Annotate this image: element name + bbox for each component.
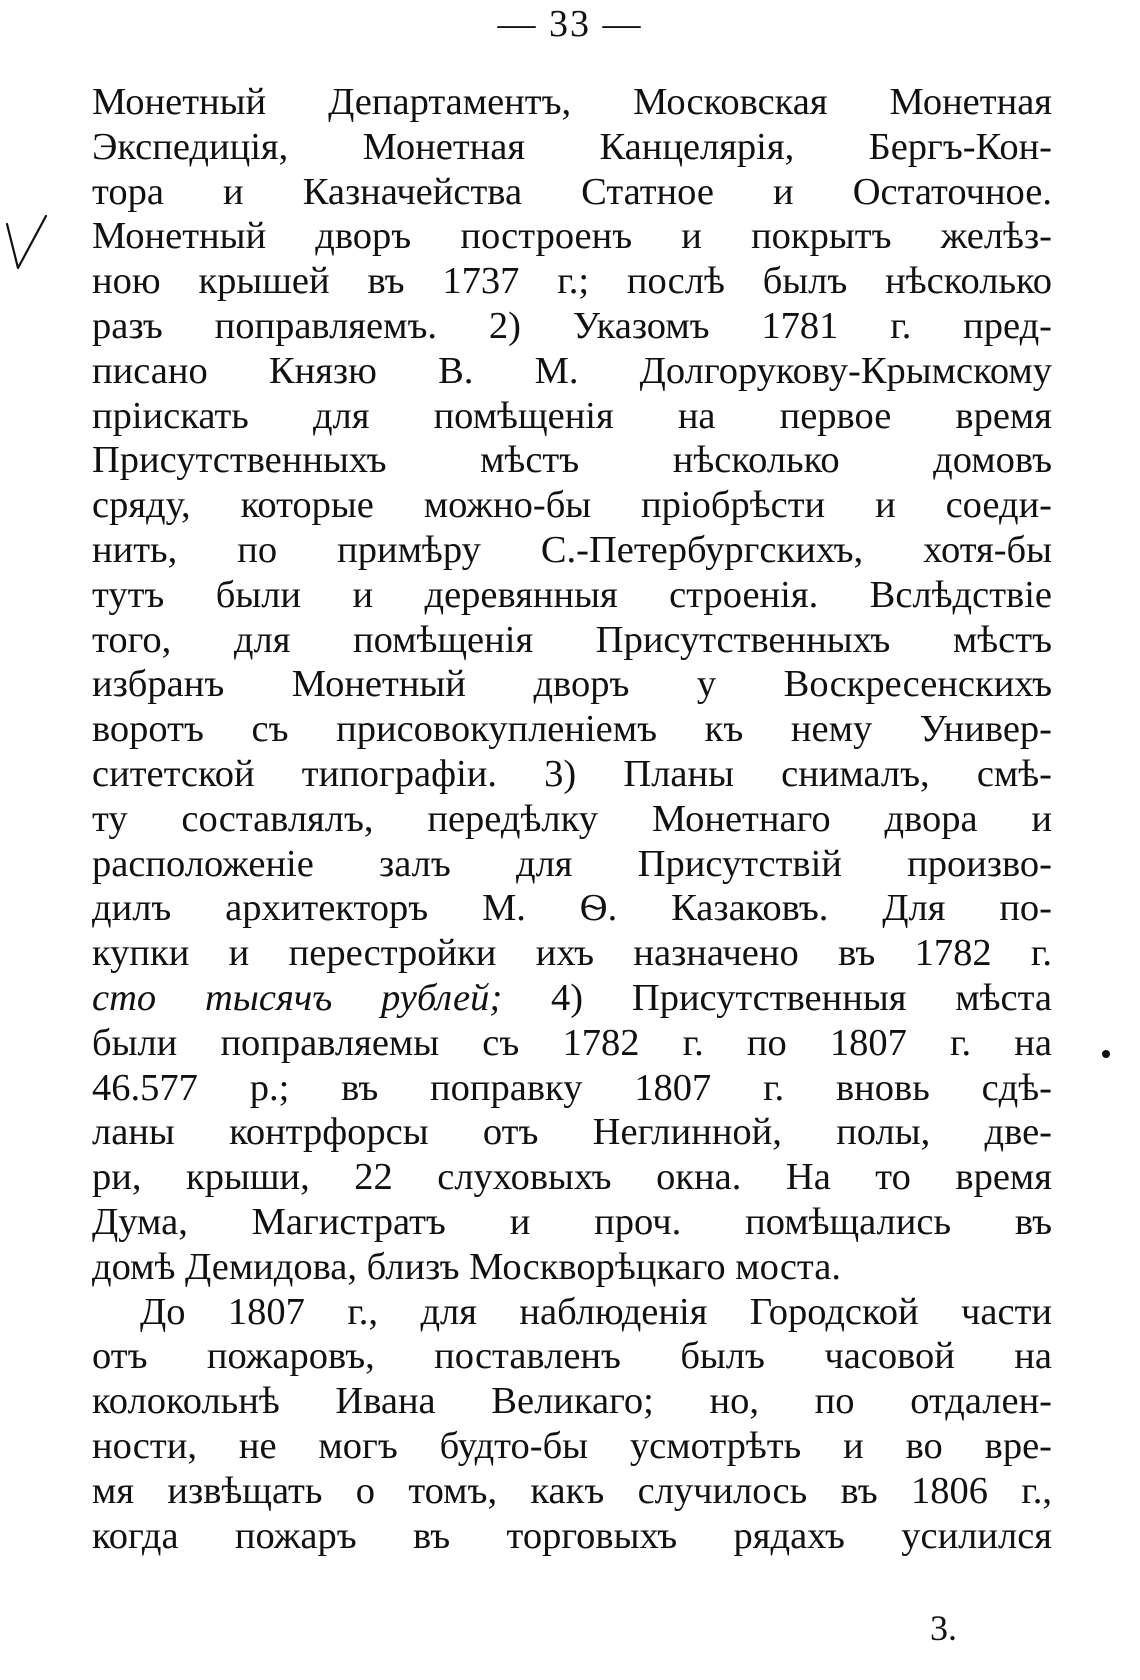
text-line: писано Князю В. М. Долгорукову-Крымскому [92,349,1052,392]
text-line: До 1807 г., для наблюденія Городской части [140,1290,1052,1333]
text-line-mixed [92,976,1052,1021]
text-line: тора и Казначейства Статное и Остаточное. [92,170,1052,213]
text-line: того, для помѣщенія Присутственныхъ мѣстъ [92,618,1052,661]
check-mark-icon [4,214,48,270]
text-line: ною крышей въ 1737 г.; послѣ былъ нѣсколько [92,260,1052,303]
italic-phrase: сто тысячъ рублей; [92,976,503,1019]
text-line: Дума, Магистратъ и проч. помѣщались въ [92,1200,1052,1243]
text-line: тутъ были и деревянныя строенія. Вслѣдствіе [92,573,1052,616]
body-text [92,80,1052,1558]
text-line: ситетской типографіи. 3) Планы снималъ, смѣ- [92,752,1052,795]
text-line: ту составлялъ, передѣлку Монетнаго двора и [92,797,1052,840]
page-number: — 33 — [497,3,643,45]
text-line: Присутственныхъ мѣстъ нѣсколько домовъ [92,439,1052,482]
text-line: пріискать для помѣщенія на первое время [92,394,1052,437]
text-line: отъ пожаровъ, поставленъ былъ часовой на [92,1335,1052,1378]
text-line: нить, по примѣру С.-Петербургскихъ, хотя-бы [92,528,1052,571]
text-line: когда пожаръ въ торговыхъ рядахъ усилился [92,1514,1052,1557]
text-line: Монетный дворъ построенъ и покрытъ желѣз- [92,215,1052,258]
dot-icon [1102,1050,1110,1058]
text-line: купки и перестройки ихъ назначено въ 1782 г. [92,932,1052,975]
text-line: домѣ Демидова, близъ Москворѣцкаго моста. [92,1245,841,1288]
text-line: разъ поправляемъ. 2) Указомъ 1781 г. пред- [92,304,1052,347]
text-segment: 4) Присутственныя мѣста [502,976,1052,1019]
signature-mark: 3. [930,1608,957,1648]
text-line: Монетный Департаментъ, Московская Монетная [92,81,1052,123]
text-line: колокольнѣ Ивана Великаго; но, по отдален- [92,1380,1052,1423]
text-line: ланы контрфорсы отъ Неглинной, полы, две- [92,1111,1052,1154]
text-line: избранъ Монетный дворъ у Воскресенскихъ [92,663,1052,706]
text-line: были поправляемы съ 1782 г. по 1807 г. на [92,1021,1052,1064]
text-line: расположеніе залъ для Присутствій произво- [92,842,1052,885]
text-line: ри, крыши, 22 слуховыхъ окна. На то время [92,1156,1052,1199]
text-line: сряду, которые можно-бы пріобрѣсти и соеди- [92,484,1052,527]
text-line: 46.577 р.; въ поправку 1807 г. вновь сдѣ- [92,1066,1052,1109]
text-line: воротъ съ присовокупленіемъ къ нему Универ- [92,708,1052,751]
text-line: ности, не могъ будто-бы усмотрѣть и во вре- [92,1424,1052,1467]
text-line: дилъ архитекторъ М. Ѳ. Казаковъ. Для по- [92,887,1052,930]
text-line: Экспедиція, Монетная Канцелярія, Бергъ-Кон- [92,125,1052,168]
text-line: мя извѣщать о томъ, какъ случилось въ 1806 г., [92,1469,1052,1512]
